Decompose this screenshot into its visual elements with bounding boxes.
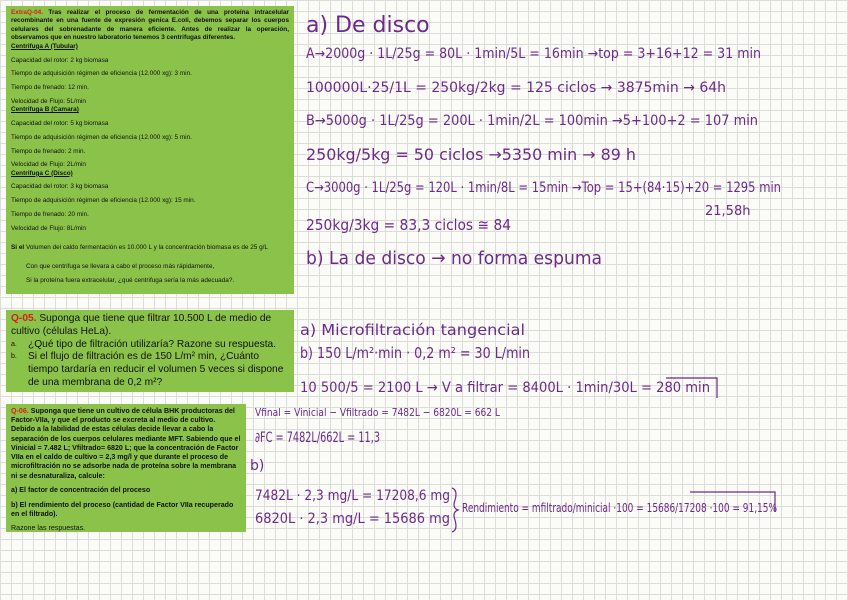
q06-part-b: b) El rendimiento del proceso (cantidad de Factor VIIa recuperado en el filtrado). bbox=[11, 500, 234, 518]
q06-intro: Q-06. Suponga que tiene un cultivo de célula BHK productoras del Factor-VIIa, y que el producto se excreta al medio de cultivo. Debido a la labilidad de estas células decide llevar a cabo la separación de los cuerpos celulares mediante MFT. Sabiendo que el Vinicial = 7.482 L; Vfiltrado= 6820 L; que la concentración de Factor VIIa en el caldo de cultivo = 2,3 mg/l y que durante el proceso de microfiltración no se adsorbe nada de proteína sobre la membrana ni se desnaturaliza, calcule: bbox=[11, 407, 241, 480]
hw-q06-yield: Rendimiento = mfiltrado/minicial ·100 = 15686/17208 ·100 = 91,15% bbox=[462, 501, 777, 515]
centrifuge-b-title: Centrifuga B (Camara) bbox=[11, 106, 79, 114]
hw-line-a-cycles: 100000L·25/1L = 250kg/2kg = 125 ciclos → 3875min → 64h bbox=[306, 80, 726, 96]
hw-line-b-cycles: 250kg/5kg = 50 ciclos →5350 min → 89 h bbox=[306, 145, 636, 164]
q04-volume: Si el Volumen del caldo fermentación es 10.000 L y la concentración biomasa es de 25 g/L bbox=[11, 243, 268, 251]
q06-closing: Razone las respuestas. bbox=[11, 524, 86, 533]
q06-part-a: a) El factor de concentración del proceso bbox=[11, 486, 151, 495]
hw-q06-filtered: 6820L · 2,3 mg/L = 15686 mg bbox=[255, 511, 450, 527]
question-card-q04: ExtraQ-04. Tras realizar el proceso de fermentación de una proteína intracelular recombinante en una fuente de expresión genica E.coli, debemos separar los cuerpos celulares del sobrenadante de manera eficiente. Antes de realizar la operación, observamos que en nuestro laboratorio tenemos 3 centrifugas diferentes. Centrifuga A (Tubular) Capacidad del rotor: 2 kg biomasa Tiempo de adquisición régimen de eficiencia (12.000 xg): 3 min. Tiempo de frenado: 12 min. Velocidad de Flujo: 5L/min Centrifuga B (Camara) Capacidad del rotor: 5 kg biomasa Tiempo de adquisición régimen de eficiencia (12.000 xg): 5 min. Tiempo de frenado: 2 min. Velocidad de Flujo: 2L/min Centrifuga C (Disco) Capacidad del rotor: 3 kg biomasa Tiempo de adquisición régimen de eficiencia (12.000 xg): 15 min. Tiempo de frenado: 20 min. Velocidad de Flujo: 8L/min Si el Volumen del caldo fermentación es 10.000 L y la concentración biomasa es de 25 g/L Con que centrifuga se llevara a cabo el proceso más rápidamente, Si la proteína fuera extracelular, ¿qué centrifuga sería la más adecuada?. bbox=[6, 6, 294, 294]
hw-q05-b: b) 150 L/m²·min · 0,2 m² = 30 L/min bbox=[300, 344, 530, 362]
hw-heading-a: a) De disco bbox=[306, 13, 430, 38]
hw-line-c-hours: 21,58h bbox=[705, 204, 751, 219]
hw-line-a: A→2000g · 1L/25g = 80L · 1min/5L = 16min →top = 3+16+12 = 31 min bbox=[306, 46, 761, 62]
hw-q06-vfinal: Vfinal = Vinicial − Vfiltrado = 7482L − 6820L = 662 L bbox=[255, 406, 501, 419]
hw-answer-b: b) La de disco → no forma espuma bbox=[306, 248, 602, 269]
hw-line-c-cycles: 250kg/3kg = 83,3 ciclos ≅ 84 bbox=[306, 216, 511, 234]
hw-brace bbox=[452, 488, 458, 532]
hw-q05-time: 10 500/5 = 2100 L → V a filtrar = 8400L · 1min/30L = 280 min bbox=[300, 380, 710, 396]
q04-code: ExtraQ-04. bbox=[11, 9, 43, 16]
hw-line-c: C→3000g · 1L/25g = 120L · 1min/8L = 15min →Top = 15+(84·15)+20 = 1295 min bbox=[306, 180, 781, 196]
q05-intro: Q-05. Suponga que tiene que filtrar 10.500 L de medio de cultivo (células HeLa). bbox=[11, 313, 272, 337]
q04-intro: ExtraQ-04. Tras realizar el proceso de fermentación de una proteína intracelular recombinante en una fuente de expresión genica E.coli, debemos separar los cuerpos celulares del sobrenadante de manera eficiente. Antes de realizar la operación, observamos que en nuestro laboratorio tenemos 3 centrifugas diferentes. bbox=[11, 9, 289, 42]
hw-q05-a: a) Microfiltración tangencial bbox=[300, 321, 525, 339]
q04-question-2: Si la proteína fuera extracelular, ¿qué centrifuga sería la más adecuada?. bbox=[26, 276, 235, 284]
hw-line-b: B→5000g · 1L/25g = 200L · 1min/2L = 100min →5+100+2 = 107 min bbox=[306, 113, 758, 129]
q05-code: Q-05. bbox=[11, 313, 37, 324]
q04-question-1: Con que centrifuga se llevara a cabo el proceso más rápidamente, bbox=[26, 262, 215, 270]
hw-q06-initial: 7482L · 2,3 mg/L = 17208,6 mg bbox=[255, 488, 450, 504]
q05-item-a: a. ¿Qué tipo de filtración utilizaría? Razone su respuesta. bbox=[11, 338, 277, 350]
q05-item-b: b. Si el flujo de filtración es de 150 L/m² min, ¿Cuánto tiempo tardaría en reducir el volumen 5 veces si dispone de una membrana de 0,2 m²? bbox=[11, 351, 284, 388]
centrifuge-c-title: Centrifuga C (Disco) bbox=[11, 169, 73, 177]
centrifuge-a-title: Centrifuga A (Tubular) bbox=[11, 42, 78, 50]
hw-q06-fc: ∂FC = 7482L/662L = 11,3 bbox=[255, 430, 380, 446]
hw-q06-b-label: b) bbox=[250, 458, 265, 474]
q06-code: Q-06. bbox=[11, 407, 29, 415]
